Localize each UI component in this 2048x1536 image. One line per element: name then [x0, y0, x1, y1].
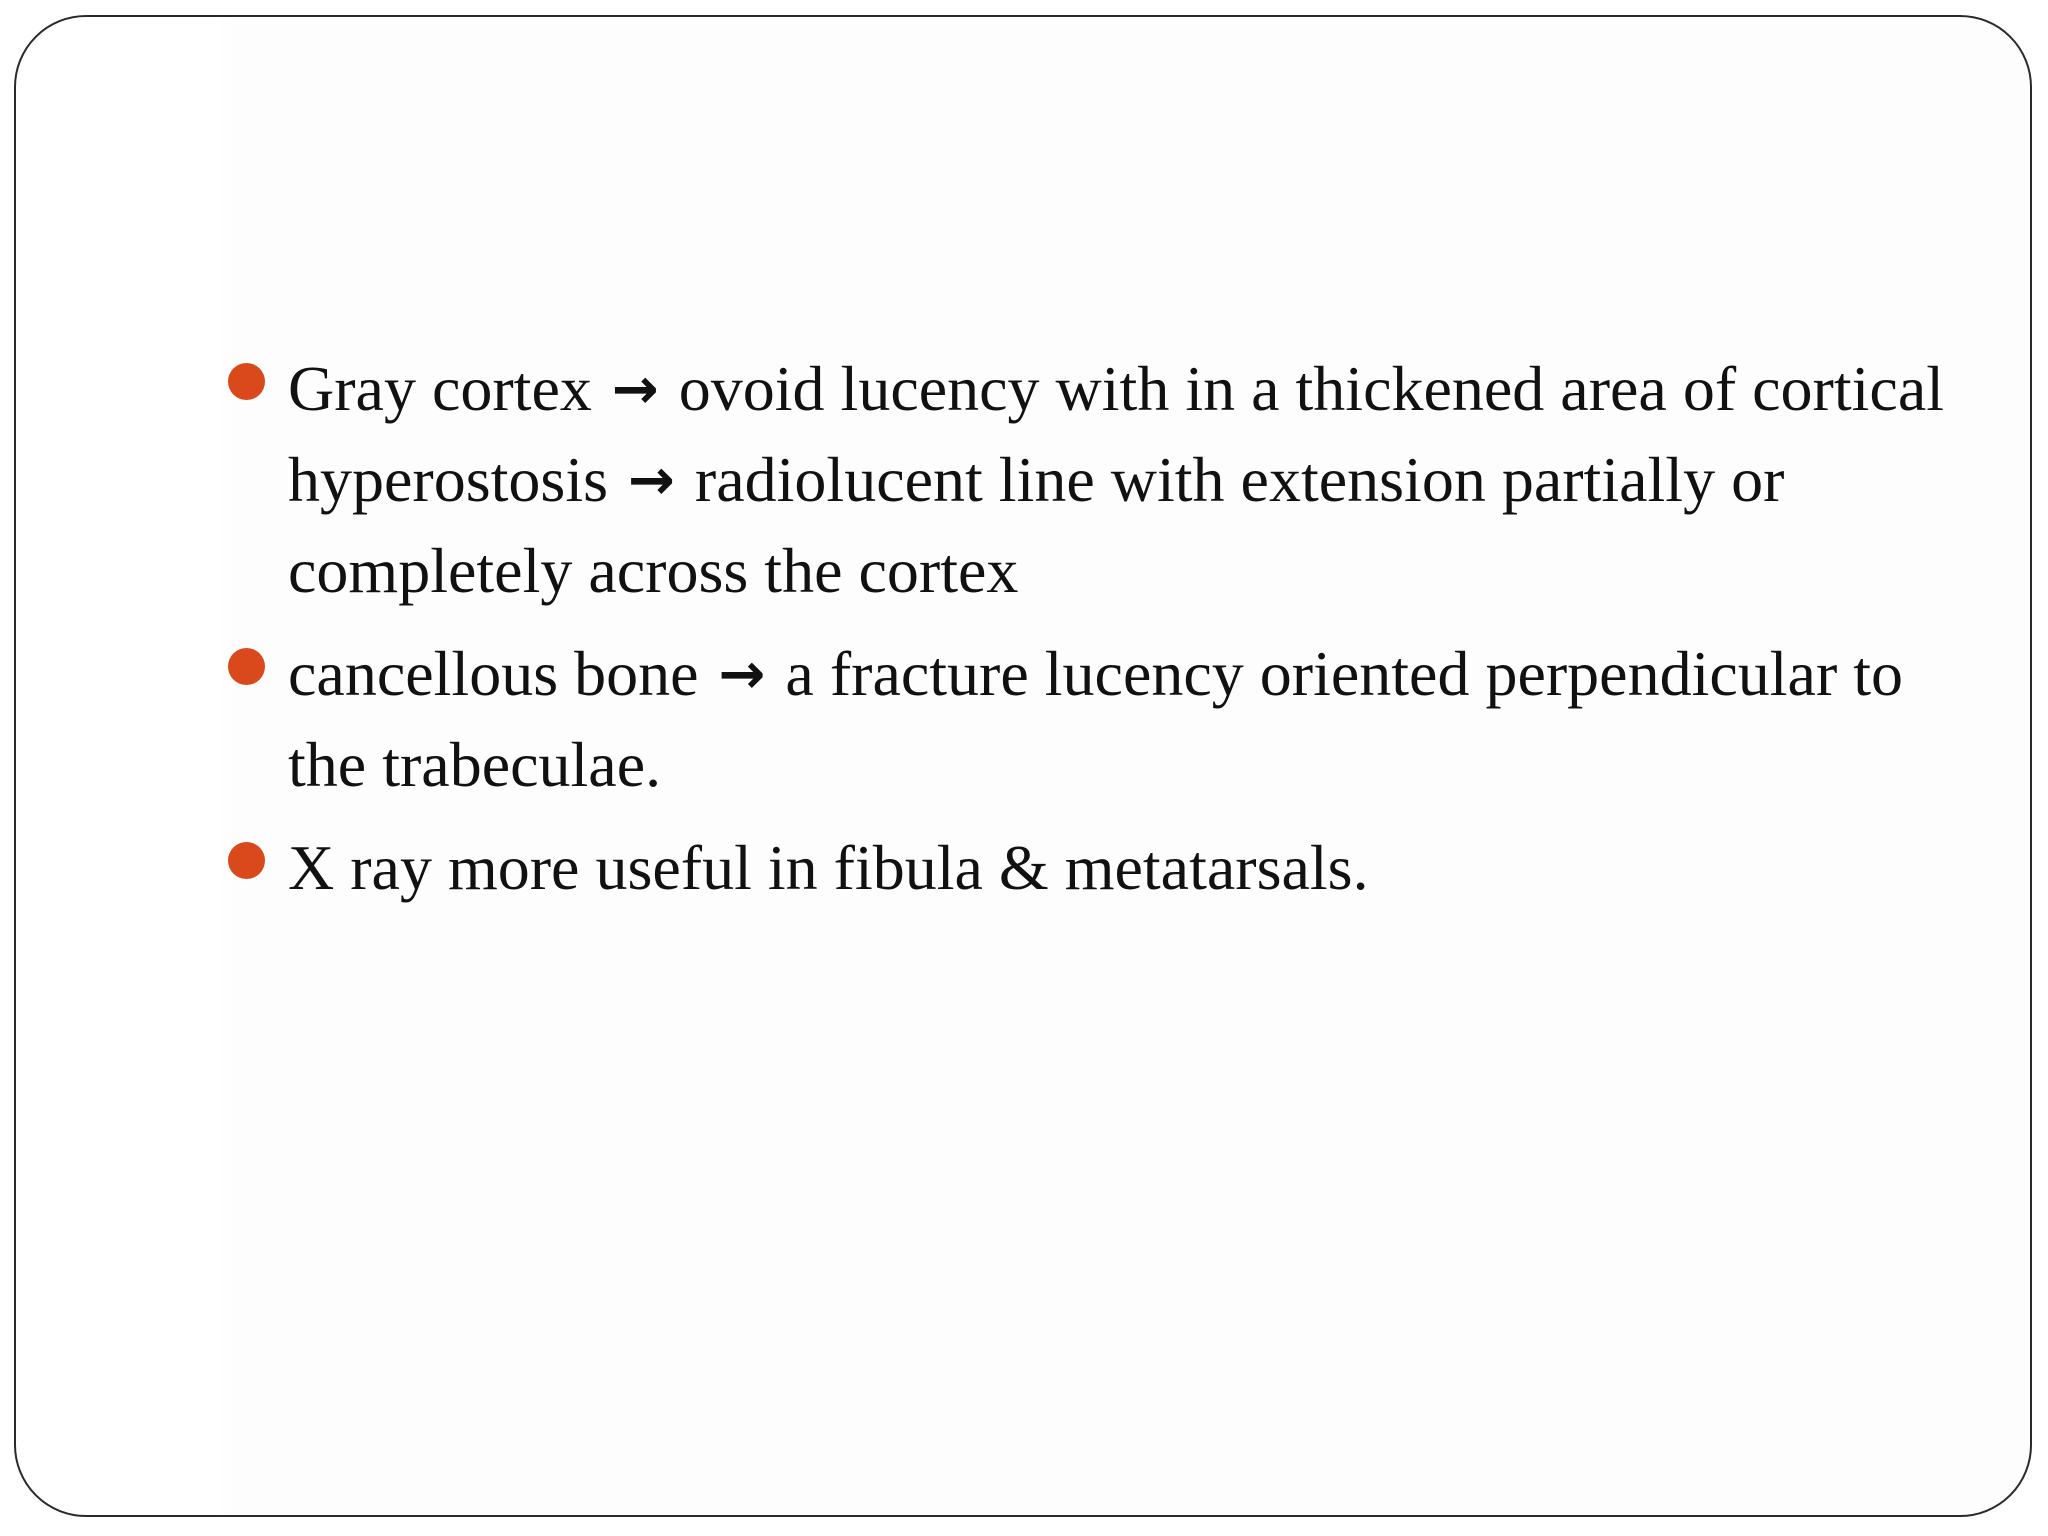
text-segment: cancellous bone — [288, 638, 715, 709]
bullet-text — [288, 638, 1903, 800]
right-arrow-icon: → — [611, 357, 659, 422]
bullet-dot-icon — [228, 842, 265, 879]
text-segment: ovoid lucency with in a thickened area of cortical hyperostosis — [288, 353, 1945, 515]
text-segment: radiolucent line with extension partially or completely across the cortex — [288, 444, 1785, 606]
bullet-dot-icon — [228, 648, 265, 685]
text-segment: X ray more useful in fibula & metatarsals. — [288, 832, 1369, 903]
bullet-item-x-ray — [228, 823, 1948, 913]
text-segment: Gray cortex — [288, 353, 608, 424]
text-segment: a fracture lucency oriented perpendicular to the trabeculae. — [288, 638, 1904, 800]
bullet-item-cancellous-bone — [228, 629, 1948, 810]
bullet-dot-icon — [228, 363, 265, 400]
bullet-item-gray-cortex — [228, 344, 1948, 616]
right-arrow-icon: → — [718, 642, 766, 707]
bullet-text — [288, 353, 1944, 606]
bullet-text — [288, 832, 1369, 903]
right-arrow-icon: → — [628, 448, 675, 513]
bullet-list — [228, 344, 1948, 926]
